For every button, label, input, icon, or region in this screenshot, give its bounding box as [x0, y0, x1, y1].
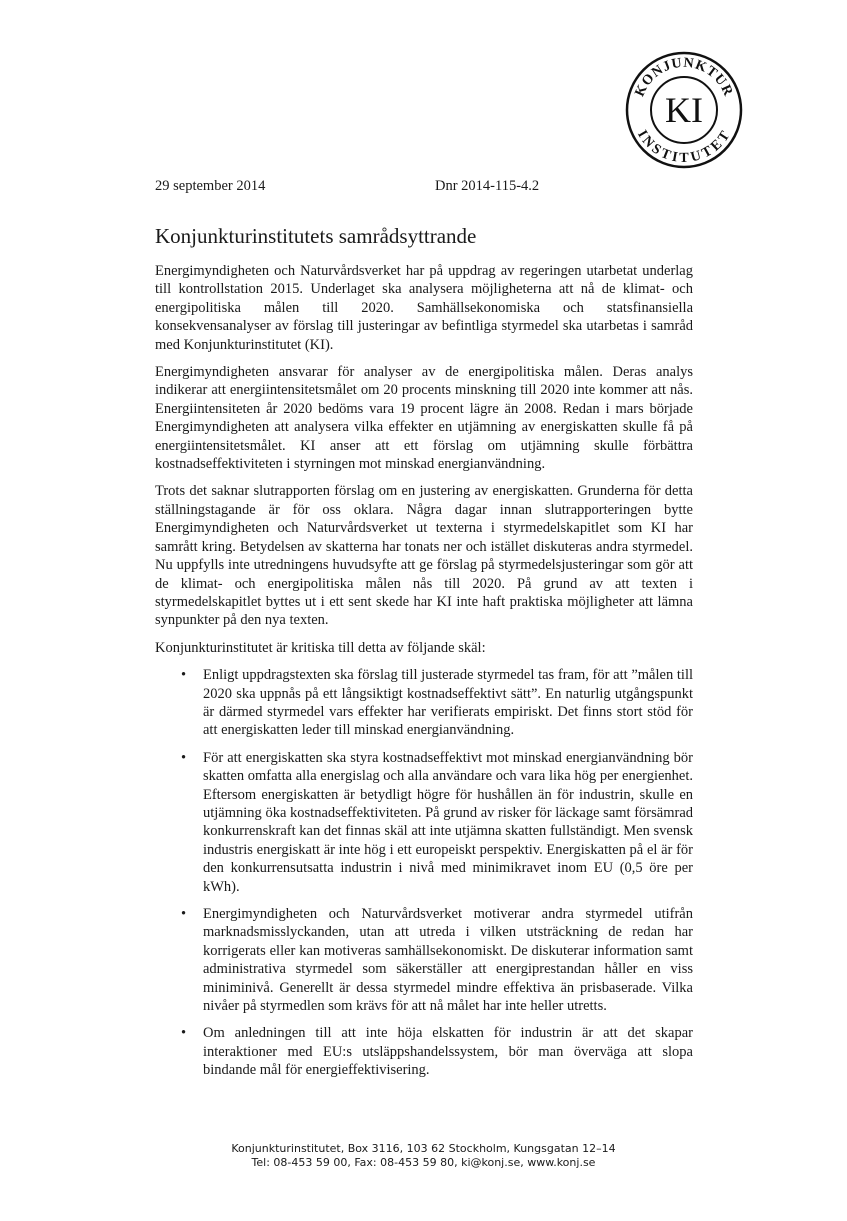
document-footer	[0, 1142, 847, 1170]
list-item-text: Energimyndigheten och Naturvårdsverket motiverar andra styrmedel utifrån marknadsmisslyckanden, utan att utreda i vilken utsträckning de redan har korrigerats eller kan motiveras samhällsekonomiskt. De diskuterar information samt administrativa styrmedel som säkerställer att energiprestandan håller en viss miniminivå. Generellt är dessa styrmedel mindre effektiva än prisbaserade. Vilka nivåer på styrmedlen som krävs för att nå målet har inte heller utretts.	[203, 906, 693, 1015]
list-item-text: Enligt uppdragstexten ska förslag till justerade styrmedel tas fram, för att ”målen till 2020 ska uppnås på ett långsiktigt kostnadseffektivt sätt”. En naturlig utgångspunkt är därmed styrmedel vars effekter har verifierats empiriskt. Det finns stort stöd för att energiskatten leder till minskad energianvändning.	[203, 667, 693, 739]
ki-seal-icon	[624, 50, 744, 170]
list-item	[155, 749, 693, 896]
svg-text:INSTITUTET	[634, 128, 733, 166]
footer-contact: Tel: 08-453 59 00, Fax: 08-453 59 80, ki@konj.se, www.konj.se	[251, 1156, 596, 1169]
document-dnr: Dnr 2014-115-4.2	[435, 178, 540, 194]
list-item	[155, 666, 693, 740]
document-body	[155, 262, 693, 1089]
paragraph: Trots det saknar slutrapporten förslag om en justering av energiskatten. Grunderna för detta ställningstagande är för oss oklara. Några dagar innan slutrapporteringen bytte Energimyndigheten och Naturvårdsverket ut texterna i styrmedelskapitlet som KI har samrått kring. Betydelsen av skatterna har tonats ner och istället diskuteras andra styrmedel. Nu uppfylls inte utredningens huvudsyfte att ge förslag på styrmedelsjusteringar som gör att de klimat- och energipolitiska målen nås till 2020. På grund av att texten i styrmedelskapitlet byttes ut i ett sent skede har KI inte haft praktiska möjligheter att lämna synpunkter på den nya texten.	[155, 483, 693, 629]
document-title: Konjunkturinstitutets samrådsyttrande	[155, 224, 477, 248]
logo-arc-top: KONJUNKTUR	[632, 55, 736, 100]
paragraph: Energimyndigheten och Naturvårdsverket har på uppdrag av regeringen utarbetat underlag till kontrollstation 2015. Underlaget ska analysera möjligheterna att nå de klimat- och energipolitiska målen till 2020. Samhällsekonomiska och statsfinansiella konsekvensanalyser av förslag till justeringar av befintliga styrmedel ska utarbetas i samråd med Konjunkturinstitutet (KI).	[155, 263, 693, 353]
bullet-icon: •	[181, 667, 187, 684]
bullet-icon: •	[181, 749, 187, 766]
logo-arc-bottom: INSTITUTET	[634, 127, 734, 166]
ki-logo	[624, 50, 744, 170]
paragraph: Konjunkturinstitutet är kritiska till detta av följande skäl:	[155, 639, 486, 656]
list-item	[155, 1024, 693, 1079]
list-item-text: Om anledningen till att inte höja elskatten för industrin är att det skapar interaktioner med EU:s utsläppshandelssystem, bör man överväga att slopa bindande mål för energieffektivisering.	[203, 1025, 693, 1079]
paragraph: Energimyndigheten ansvarar för analyser av de energipolitiska målen. Deras analys indikerar att energiintensitetsmålet om 20 procents minskning till 2020 inte kommer att nås. Energiintensiteten år 2020 bedöms vara 19 procent lägre än 2008. Redan i mars började Energimyndigheten att analysera vilka effekter en utjämning av energiskatten skulle få på energiintensitetsmålet. KI anser att ett förslag om utjämning skulle förbättra kostnadseffektiviteten i styrningen mot minskad energianvändning.	[155, 364, 693, 473]
list-item	[155, 905, 693, 1015]
reasons-list	[155, 666, 693, 1080]
bullet-icon: •	[181, 1025, 187, 1042]
logo-center-text: KI	[665, 90, 703, 130]
document-date: 29 september 2014	[155, 178, 266, 194]
bullet-icon: •	[181, 906, 187, 922]
footer-address: Konjunkturinstitutet, Box 3116, 103 62 Stockholm, Kungsgatan 12–14	[231, 1142, 616, 1155]
list-item-text: För att energiskatten ska styra kostnadseffektivt mot minskad energianvändning bör skatten omfatta alla energislag och alla användare och vara lika hög per energienhet. Eftersom energiskatten är betydligt högre för hushållen än för industrin, skulle en utjämning öka kostnadseffektiviteten. På grund av risker för läckage samt försämrad konkurrenskraft kan det finnas skäl att inte utjämna skatten fullständigt. Men svensk industris energiskatt är inte hög i ett europeiskt perspektiv. Energiskatten på el är för den konkurrensutsatta industrin i nivå med minimikravet inom EU (0,5 öre per kWh).	[203, 749, 693, 895]
